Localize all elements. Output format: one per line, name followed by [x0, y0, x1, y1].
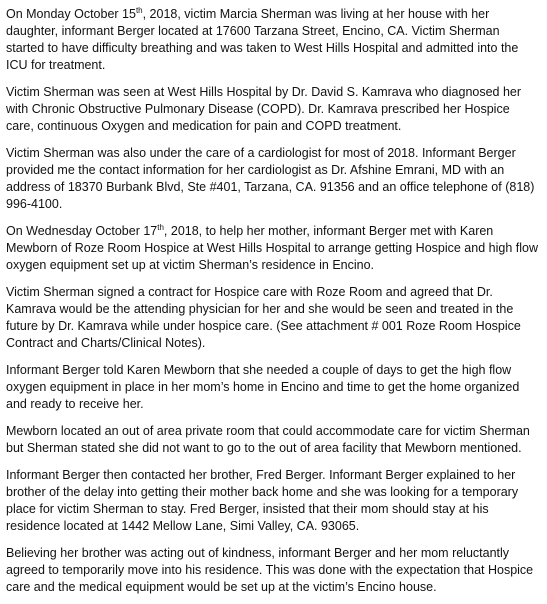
- paragraph-text: Mewborn located an out of area private room that could accommodate care for victim Sherman but Sherman stated she did not want to go to the out of area facility that Mewborn mentioned.: [6, 424, 530, 455]
- paragraph: [6, 6, 539, 74]
- paragraph-text: On Monday October 15: [6, 7, 136, 21]
- paragraph-text: Victim Sherman was also under the care of a cardiologist for most of 2018. Informant Berger provided me the contact information for her cardiologist as Dr. Afshine Emrani, MD with an address of 18370 Burbank Blvd, Ste #401, Tarzana, CA. 91356 and an office telephone of (818) 996-4100.: [6, 146, 535, 211]
- paragraph: [6, 84, 539, 135]
- paragraph-text: Informant Berger then contacted her brother, Fred Berger. Informant Berger explained to her brother of the delay into getting their mother back home and she was looking for a temporary place for victim Sherman to stay. Fred Berger, insisted that their mom should stay at his residence located at 1442 Mellow Lane, Simi Valley, CA. 93065.: [6, 468, 519, 533]
- paragraph-text: On Wednesday October 17: [6, 224, 158, 238]
- paragraph: [6, 467, 539, 535]
- document-body: [6, 6, 539, 596]
- paragraph: [6, 223, 539, 274]
- paragraph-text: Informant Berger told Karen Mewborn that she needed a couple of days to get the high flow oxygen equipment in place in her mom’s home in Encino and time to get the home organized and ready to receive her.: [6, 363, 520, 411]
- ordinal-suffix: th: [157, 222, 164, 232]
- paragraph: [6, 145, 539, 213]
- paragraph: [6, 284, 539, 352]
- paragraph: [6, 423, 539, 457]
- paragraph-text: Believing her brother was acting out of kindness, informant Berger and her mom reluctantly agreed to temporarily move into his residence. This was done with the expectation that Hospice care and the medical equipment would be set up at the victim’s Encino house.: [6, 546, 534, 594]
- paragraph-text: Victim Sherman was seen at West Hills Hospital by Dr. David S. Kamrava who diagnosed her with Chronic Obstructive Pulmonary Disease (COPD). Dr. Kamrava prescribed her Hospice care, continuous Oxygen and medication for pain and COPD treatment.: [6, 85, 522, 133]
- paragraph-text: , 2018, victim Marcia Sherman was living at her house with her daughter, informant Berger located at 17600 Tarzana Street, Encino, CA. Victim Sherman started to have difficulty breathing and was taken to West Hills Hospital and admitted into the ICU for treatment.: [6, 7, 519, 72]
- paragraph: [6, 545, 539, 596]
- paragraph-text: , 2018, to help her mother, informant Berger met with Karen Mewborn of Roze Room Hospice at West Hills Hospital to arrange getting Hospice and high flow oxygen equipment set up at victim Sherman’s residence in Encino.: [6, 224, 538, 272]
- paragraph-text: Victim Sherman signed a contract for Hospice care with Roze Room and agreed that Dr. Kamrava would be the attending physician for her and she would be seen and treated in the future by Dr. Kamrava while under hospice care. (See attachment # 001 Roze Room Hospice Contract and Charts/Clinical Notes).: [6, 285, 521, 350]
- ordinal-suffix: th: [135, 5, 143, 15]
- paragraph: [6, 362, 539, 413]
